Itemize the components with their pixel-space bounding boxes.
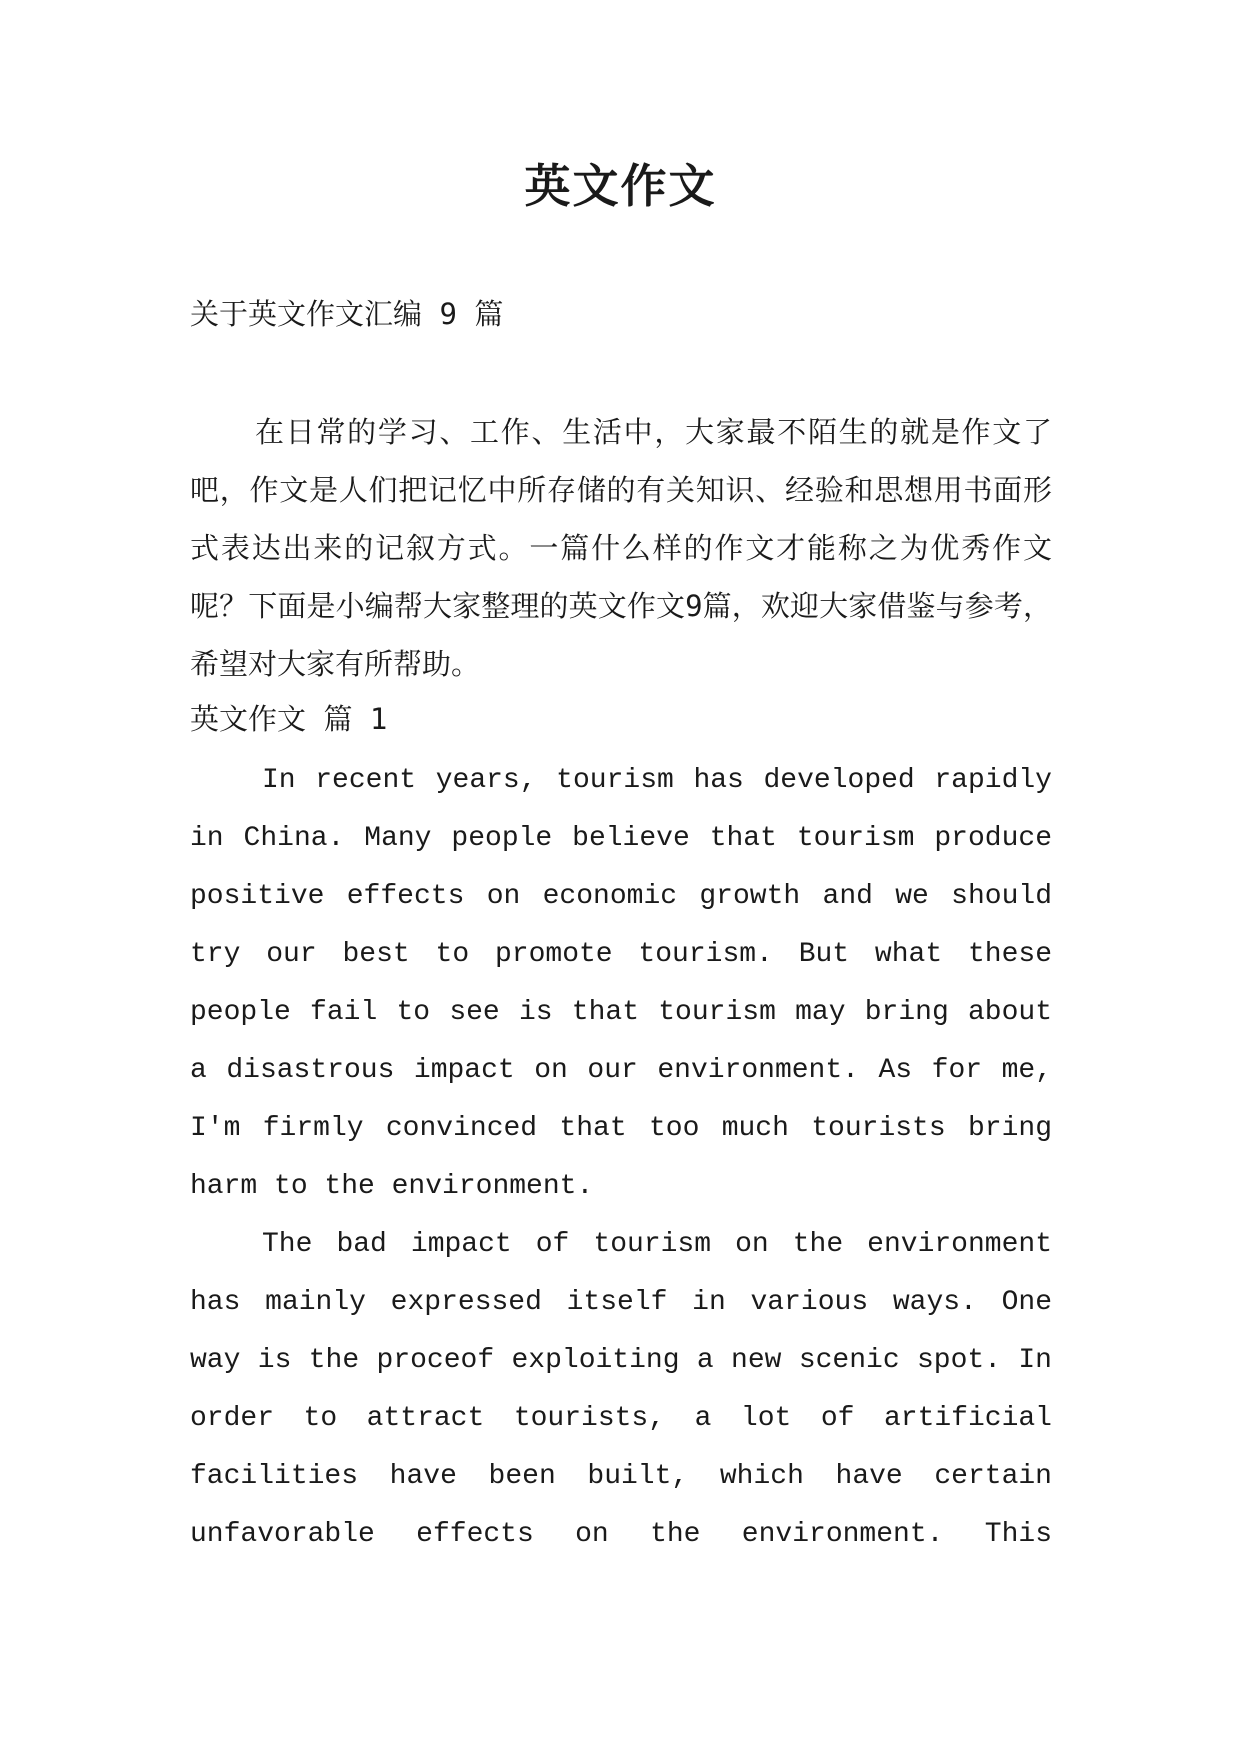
body-paragraph: The bad impact of tourism on the environment has mainly expressed itself in various ways. One way is the proceof exploiting a new scenic spot. In order to attract tourists, a lot of artificial facilities have been built, which have certain unfavorable effects on the environment. This [190, 1229, 1052, 1550]
intro-paragraph: 在日常的学习、工作、生活中，大家最不陌生的就是作文了吧，作文是人们把记忆中所存储的有关知识、经验和思想用书面形式表达出来的记叙方式。一篇什么样的作文才能称之为优秀作文呢？下面是小编帮大家整理的英文作文9篇，欢迎大家借鉴与参考，希望对大家有所帮助。 [190, 415, 1052, 681]
section-heading: 英文作文 篇 1 [190, 702, 388, 736]
document-title: 英文作文 [524, 159, 717, 213]
document-subtitle: 关于英文作文汇编 9 篇 [190, 297, 504, 331]
body-paragraph: In recent years, tourism has developed rapidly in China. Many people believe that tourism produce positive effects on economic growth and we should try our best to promote tourism. But what these people fail to see is that tourism may bring about a disastrous impact on our environment. As for me, I'm firmly convinced that too much tourists bring harm to the environment. [190, 765, 1052, 1202]
